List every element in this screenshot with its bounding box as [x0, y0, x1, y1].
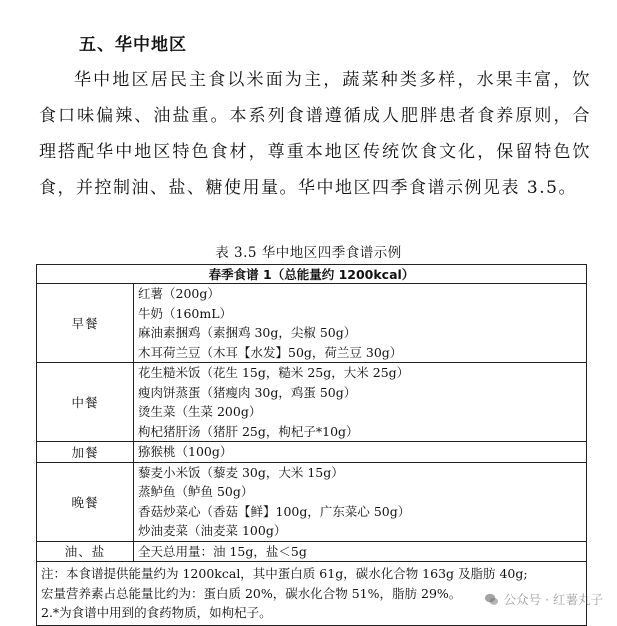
meal-item: 全天总用量：油 15g，盐＜5g	[138, 543, 307, 559]
meal-item: 牛奶（160mL）	[138, 305, 233, 321]
meal-item: 藜麦小米饭（藜麦 30g，大米 15g）	[138, 464, 344, 480]
meal-row	[37, 284, 587, 363]
section-heading: 五、华中地区	[79, 35, 187, 55]
meal-item: 木耳荷兰豆（木耳【水发】50g，荷兰豆 30g）	[138, 344, 403, 360]
meal-item: 猕猴桃（100g）	[138, 444, 233, 459]
meal-name: 油、盐	[37, 541, 134, 562]
meal-item: 枸杞猪肝汤（猪肝 25g，枸杞子*10g）	[138, 423, 359, 439]
menu-table	[36, 264, 587, 626]
note-line: 2.*为食谱中用到的食药物质，如枸杞子。	[41, 605, 272, 620]
meal-name: 早餐	[37, 284, 134, 363]
menu-title: 春季食谱 1（总能量约 1200kcal）	[37, 265, 587, 284]
watermark	[484, 590, 603, 608]
meal-item: 花生糙米饭（花生 15g，糙米 25g，大米 25g）	[138, 365, 410, 380]
meal-item: 蒸鲈鱼（鲈鱼 50g）	[138, 484, 254, 499]
note-line: 宏量营养素占总能量比约为：蛋白质 20%，碳水化合物 51%，脂肪 29%。	[41, 585, 462, 601]
meal-name: 晚餐	[37, 462, 134, 541]
meal-items	[134, 284, 587, 363]
meal-items	[134, 541, 587, 562]
meal-items	[134, 442, 587, 463]
meal-row	[37, 442, 587, 463]
meal-row	[37, 541, 587, 562]
meal-name: 加餐	[37, 442, 134, 463]
menu-title-row	[37, 265, 587, 284]
watermark-text: 公众号 · 红薯丸子	[503, 592, 603, 607]
meal-items	[134, 462, 587, 541]
meal-name: 中餐	[37, 363, 134, 442]
meal-item: 瘦肉饼蒸蛋（猪瘦肉 30g，鸡蛋 50g）	[138, 384, 357, 400]
meal-item: 香菇炒菜心（香菇【鲜】100g，广东菜心 50g）	[138, 503, 411, 519]
meal-items	[134, 363, 587, 442]
meal-item: 麻油素捆鸡（素捆鸡 30g，尖椒 50g）	[138, 325, 357, 340]
table-caption: 表 3.5 华中地区四季食谱示例	[215, 245, 402, 261]
intro-paragraph: 华中地区居民主食以米面为主，蔬菜种类多样，水果丰富，饮食口味偏辣、油盐重。本系列食谱遵循成人肥胖患者食养原则，合理搭配华中地区特色食材，尊重本地区传统饮食文化，保留特色饮食，并控制油、盐、糖使用量。华中地区四季食谱示例见表 3.5。	[39, 70, 591, 198]
meal-row	[37, 363, 587, 442]
meal-item: 炒油麦菜（油麦菜 100g）	[138, 523, 287, 538]
wechat-icon	[484, 592, 499, 607]
meal-item: 红薯（200g）	[138, 286, 220, 301]
meal-row	[37, 462, 587, 541]
note-line: 注：本食谱提供能量约为 1200kcal，其中蛋白质 61g，碳水化合物 163g 及脂肪 40g;	[41, 566, 528, 581]
meal-item: 烫生菜（生菜 200g）	[138, 404, 262, 419]
